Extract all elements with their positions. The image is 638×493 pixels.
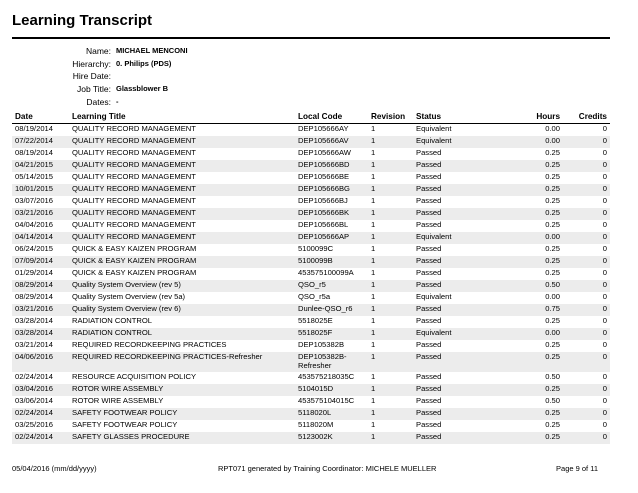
cell-credits: 0 — [602, 172, 607, 181]
cell-learning-title: QUALITY RECORD MANAGEMENT — [69, 184, 295, 196]
cell-date: 08/19/2014 — [15, 148, 54, 157]
cell-revision: 1 — [371, 396, 376, 405]
cell-revision: 1 — [371, 148, 376, 157]
cell-hours: 0.75 — [507, 304, 563, 316]
table-row — [12, 384, 610, 396]
cell-date: 03/25/2016 — [15, 420, 54, 429]
cell-hours: 0.25 — [507, 432, 563, 444]
cell-local-code: DEP105666BE — [298, 172, 350, 181]
cell-learning-title: REQUIRED RECORDKEEPING PRACTICES-Refresher — [69, 352, 295, 372]
cell-status: Equivalent — [416, 292, 452, 301]
cell-learning-title: SAFETY FOOTWEAR POLICY — [72, 420, 178, 429]
table-row — [12, 292, 610, 304]
column-header-status: Status — [413, 111, 507, 124]
cell-learning-title: RADIATION CONTROL — [72, 316, 153, 325]
cell-status: Passed — [416, 316, 442, 325]
info-label: Hierarchy: — [72, 58, 111, 69]
cell-date: 03/06/2014 — [15, 396, 54, 405]
cell-revision: 1 — [371, 420, 376, 429]
table-row — [12, 328, 610, 340]
cell-credits: 0 — [563, 328, 610, 340]
cell-hours: 0.25 — [545, 244, 560, 253]
cell-status: Equivalent — [416, 124, 452, 133]
cell-revision: 1 — [371, 316, 376, 325]
cell-local-code: DEP105666BD — [295, 160, 368, 172]
table-row — [12, 316, 610, 328]
table-row — [12, 256, 610, 268]
table-row — [12, 160, 610, 172]
info-value: - — [116, 96, 119, 106]
cell-hours: 0.25 — [507, 384, 563, 396]
cell-date: 03/21/2016 — [12, 208, 69, 220]
cell-status: Passed — [416, 148, 442, 157]
cell-revision: 1 — [368, 208, 413, 220]
cell-revision: 1 — [371, 244, 376, 253]
cell-local-code: DEP105666AV — [295, 136, 368, 148]
cell-local-code: QSO_r5a — [298, 292, 331, 301]
cell-local-code: DEP105666AP — [295, 232, 368, 244]
column-header-credits: Credits — [563, 111, 610, 124]
cell-status: Passed — [413, 160, 507, 172]
cell-credits: 0 — [602, 124, 607, 133]
cell-revision: 1 — [368, 328, 413, 340]
table-row — [12, 172, 610, 184]
table-row — [12, 280, 610, 292]
cell-local-code: DEP105382B — [298, 340, 345, 349]
cell-status: Passed — [413, 208, 507, 220]
cell-status: Passed — [416, 396, 442, 405]
cell-status: Equivalent — [413, 232, 507, 244]
cell-status: Passed — [413, 408, 507, 420]
cell-date: 08/29/2014 — [12, 280, 69, 292]
table-row — [12, 408, 610, 420]
cell-learning-title: REQUIRED RECORDKEEPING PRACTICES — [72, 340, 227, 349]
table-row — [12, 208, 610, 220]
info-label: Job Title: — [76, 84, 111, 95]
cell-local-code: 453575218035C — [298, 372, 355, 381]
cell-credits: 0 — [602, 340, 607, 349]
cell-date: 02/24/2014 — [15, 372, 54, 381]
cell-date: 08/29/2014 — [15, 292, 54, 301]
table-row — [12, 268, 610, 280]
cell-credits: 0 — [602, 220, 607, 229]
cell-learning-title: RADIATION CONTROL — [69, 328, 295, 340]
cell-learning-title: QUALITY RECORD MANAGEMENT — [69, 208, 295, 220]
cell-credits: 0 — [563, 232, 610, 244]
cell-revision: 1 — [368, 280, 413, 292]
transcript-table — [12, 111, 610, 444]
column-header-revision: Revision — [368, 111, 413, 124]
cell-local-code: 5123002K — [295, 432, 368, 444]
table-row — [12, 232, 610, 244]
cell-hours: 0.00 — [507, 328, 563, 340]
cell-revision: 1 — [368, 136, 413, 148]
cell-hours: 0.50 — [545, 396, 560, 405]
cell-hours: 0.25 — [545, 340, 560, 349]
cell-status: Passed — [413, 432, 507, 444]
cell-date: 07/09/2014 — [12, 256, 69, 268]
cell-date: 04/04/2016 — [15, 220, 54, 229]
cell-local-code: 453575100099A — [298, 268, 354, 277]
cell-hours: 0.25 — [507, 352, 563, 372]
cell-local-code: DEP105666BL — [298, 220, 349, 229]
cell-revision: 1 — [368, 352, 413, 372]
cell-learning-title: QUALITY RECORD MANAGEMENT — [72, 196, 196, 205]
cell-hours: 0.25 — [507, 208, 563, 220]
cell-learning-title: QUICK & EASY KAIZEN PROGRAM — [69, 256, 295, 268]
cell-date: 04/06/2016 — [12, 352, 69, 372]
table-row — [12, 184, 610, 196]
cell-credits: 0 — [602, 196, 607, 205]
cell-status: Passed — [413, 384, 507, 396]
cell-credits: 0 — [563, 136, 610, 148]
cell-status: Passed — [413, 256, 507, 268]
cell-learning-title: Quality System Overview (rev 5) — [69, 280, 295, 292]
footer-generated-by: RPT071 generated by Training Coordinator: MICHELE MUELLER — [218, 464, 437, 473]
cell-date: 03/28/2014 — [12, 328, 69, 340]
cell-credits: 0 — [602, 148, 607, 157]
cell-local-code: 5100099B — [295, 256, 368, 268]
cell-status: Equivalent — [413, 136, 507, 148]
cell-local-code: 5518025F — [295, 328, 368, 340]
cell-learning-title: SAFETY GLASSES PROCEDURE — [69, 432, 295, 444]
cell-credits: 0 — [602, 244, 607, 253]
cell-status: Passed — [416, 268, 442, 277]
cell-credits: 0 — [563, 432, 610, 444]
cell-credits: 0 — [563, 256, 610, 268]
cell-date: 07/22/2014 — [12, 136, 69, 148]
table-row — [12, 372, 610, 384]
cell-hours: 0.25 — [507, 256, 563, 268]
cell-hours: 0.25 — [507, 160, 563, 172]
column-header-local-code: Local Code — [295, 111, 368, 124]
cell-hours: 0.25 — [507, 408, 563, 420]
cell-credits: 0 — [563, 160, 610, 172]
cell-local-code: DEP105666BJ — [298, 196, 348, 205]
cell-local-code: Dunlee-QSO_r6 — [295, 304, 368, 316]
table-row — [12, 196, 610, 208]
cell-revision: 1 — [371, 340, 376, 349]
cell-credits: 0 — [563, 208, 610, 220]
cell-hours: 0.25 — [507, 184, 563, 196]
table-row — [12, 396, 610, 408]
cell-status: Passed — [416, 172, 442, 181]
info-row-hierarchy — [12, 58, 312, 71]
page-title: Learning Transcript — [12, 12, 153, 29]
cell-hours: 0.50 — [507, 280, 563, 292]
cell-credits: 0 — [602, 292, 607, 301]
table-row — [12, 352, 610, 372]
cell-credits: 0 — [563, 304, 610, 316]
cell-credits: 0 — [602, 268, 607, 277]
cell-hours: 0.25 — [545, 172, 560, 181]
cell-local-code: 5100099C — [298, 244, 334, 253]
cell-hours: 0.25 — [545, 316, 560, 325]
footer-date: 05/04/2016 (mm/dd/yyyy) — [12, 464, 97, 473]
cell-local-code: DEP105666AW — [298, 148, 351, 157]
employee-info — [12, 45, 312, 108]
cell-revision: 1 — [368, 160, 413, 172]
cell-date: 02/24/2014 — [12, 432, 69, 444]
cell-credits: 0 — [602, 316, 607, 325]
cell-revision: 1 — [371, 196, 376, 205]
cell-date: 04/14/2014 — [12, 232, 69, 244]
info-label: Name: — [85, 46, 111, 56]
cell-learning-title: ROTOR WIRE ASSEMBLY — [69, 384, 295, 396]
cell-local-code: 5118020M — [298, 420, 334, 429]
cell-learning-title: ROTOR WIRE ASSEMBLY — [72, 396, 164, 405]
cell-revision: 1 — [371, 268, 376, 277]
cell-date: 03/07/2016 — [15, 196, 54, 205]
cell-credits: 0 — [602, 420, 607, 429]
cell-status: Passed — [413, 304, 507, 316]
cell-revision: 1 — [371, 372, 376, 381]
cell-date: 03/04/2016 — [12, 384, 69, 396]
cell-status: Passed — [413, 280, 507, 292]
cell-credits: 0 — [602, 396, 607, 405]
cell-credits: 0 — [563, 352, 610, 372]
cell-local-code: DEP105666BG — [295, 184, 368, 196]
table-row — [12, 340, 610, 352]
cell-date: 08/19/2014 — [15, 124, 54, 133]
cell-learning-title: QUICK & EASY KAIZEN PROGRAM — [72, 244, 197, 253]
cell-learning-title: Quality System Overview (rev 5a) — [72, 292, 186, 301]
cell-learning-title: QUALITY RECORD MANAGEMENT — [69, 160, 295, 172]
cell-date: 10/01/2015 — [12, 184, 69, 196]
info-row-job-title — [12, 83, 312, 96]
info-value: MICHAEL MENCONI — [116, 46, 188, 55]
cell-learning-title: QUICK & EASY KAIZEN PROGRAM — [72, 268, 197, 277]
cell-revision: 1 — [371, 172, 376, 181]
cell-status: Passed — [416, 196, 442, 205]
table-body — [12, 124, 610, 445]
cell-date: 02/24/2014 — [12, 408, 69, 420]
cell-hours: 0.00 — [545, 124, 560, 133]
cell-credits: 0 — [563, 280, 610, 292]
footer-page-number: Page 9 of 11 — [556, 464, 598, 473]
cell-revision: 1 — [368, 304, 413, 316]
info-value: Glassblower B — [116, 84, 169, 94]
cell-status: Passed — [416, 220, 442, 229]
cell-hours: 0.00 — [507, 136, 563, 148]
cell-local-code: DEP105382B-Refresher — [295, 352, 368, 372]
cell-learning-title: QUALITY RECORD MANAGEMENT — [72, 220, 196, 229]
cell-local-code: DEP105666AY — [298, 124, 349, 133]
column-header-hours: Hours — [507, 111, 563, 124]
table-row — [12, 244, 610, 256]
cell-date: 05/14/2015 — [15, 172, 54, 181]
cell-hours: 0.25 — [545, 268, 560, 277]
cell-date: 04/21/2015 — [12, 160, 69, 172]
table-row — [12, 432, 610, 444]
cell-revision: 1 — [368, 432, 413, 444]
info-label: Hire Date: — [72, 71, 111, 82]
cell-local-code: DEP105666BK — [295, 208, 368, 220]
cell-local-code: 5104015D — [295, 384, 368, 396]
cell-revision: 1 — [368, 184, 413, 196]
cell-revision: 1 — [371, 124, 376, 133]
cell-status: Passed — [416, 420, 442, 429]
cell-local-code: 5118020L — [295, 408, 368, 420]
table-row — [12, 304, 610, 316]
cell-status: Equivalent — [413, 328, 507, 340]
cell-date: 03/28/2014 — [15, 316, 54, 325]
cell-learning-title: QUALITY RECORD MANAGEMENT — [72, 124, 196, 133]
cell-local-code: QSO_r5 — [295, 280, 368, 292]
cell-revision: 1 — [368, 384, 413, 396]
column-header-date: Date — [12, 111, 69, 124]
cell-local-code: 5518025E — [298, 316, 333, 325]
cell-revision: 1 — [371, 292, 376, 301]
cell-hours: 0.00 — [507, 232, 563, 244]
cell-learning-title: Quality System Overview (rev 6) — [69, 304, 295, 316]
info-value: 0. Philips (PDS) — [116, 58, 172, 68]
cell-revision: 1 — [368, 232, 413, 244]
cell-date: 03/21/2016 — [12, 304, 69, 316]
cell-revision: 1 — [368, 408, 413, 420]
cell-learning-title: RESOURCE ACQUISITION POLICY — [72, 372, 197, 381]
table-row — [12, 124, 610, 137]
cell-learning-title: QUALITY RECORD MANAGEMENT — [69, 232, 295, 244]
cell-date: 06/24/2015 — [15, 244, 54, 253]
cell-revision: 1 — [371, 220, 376, 229]
table-row — [12, 148, 610, 160]
cell-learning-title: QUALITY RECORD MANAGEMENT — [72, 172, 196, 181]
cell-learning-title: SAFETY FOOTWEAR POLICY — [69, 408, 295, 420]
info-row-hire-date — [12, 70, 312, 83]
cell-credits: 0 — [563, 384, 610, 396]
table-header-row — [12, 111, 610, 124]
cell-hours: 0.25 — [545, 196, 560, 205]
cell-credits: 0 — [563, 408, 610, 420]
cell-status: Passed — [413, 184, 507, 196]
table-row — [12, 220, 610, 232]
cell-credits: 0 — [602, 372, 607, 381]
cell-status: Passed — [416, 372, 442, 381]
cell-status: Passed — [416, 244, 442, 253]
cell-status: Passed — [416, 340, 442, 349]
cell-hours: 0.00 — [545, 292, 560, 301]
cell-hours: 0.25 — [545, 420, 560, 429]
info-row-dates — [12, 96, 312, 109]
cell-hours: 0.25 — [545, 220, 560, 229]
table-row — [12, 136, 610, 148]
cell-learning-title: QUALITY RECORD MANAGEMENT — [69, 136, 295, 148]
cell-date: 03/21/2014 — [15, 340, 54, 349]
info-row-name — [12, 45, 312, 58]
info-label: Dates: — [86, 96, 111, 107]
cell-local-code: 453575104015C — [298, 396, 355, 405]
cell-credits: 0 — [563, 184, 610, 196]
cell-learning-title: QUALITY RECORD MANAGEMENT — [72, 148, 196, 157]
cell-hours: 0.25 — [545, 148, 560, 157]
cell-status: Passed — [413, 352, 507, 372]
cell-revision: 1 — [368, 256, 413, 268]
table-row — [12, 420, 610, 432]
cell-hours: 0.50 — [545, 372, 560, 381]
title-divider — [12, 37, 610, 39]
cell-date: 01/29/2014 — [15, 268, 54, 277]
column-header-learning-title: Learning Title — [69, 111, 295, 124]
